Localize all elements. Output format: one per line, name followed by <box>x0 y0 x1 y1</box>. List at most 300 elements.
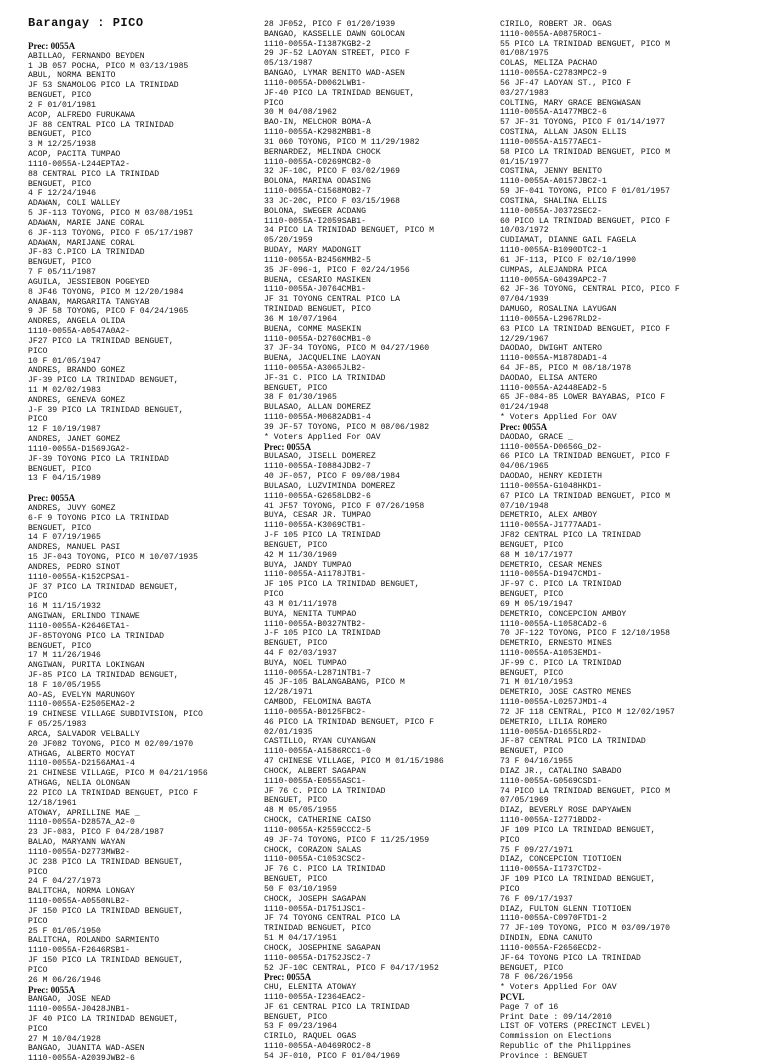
record-line: DIAZ, CONCEPCION TIOTIOEN <box>500 855 622 865</box>
record-line: 1110-0055A-C0269MCB2-0 <box>264 157 371 167</box>
record-line: AO-AS, EVELYN MARUNGOY <box>28 690 135 700</box>
record-line: DAODAO, HENRY KEDIETH <box>500 472 602 482</box>
record-line: 47 CHINESE VILLAGE, PICO M 01/15/1986 <box>264 757 444 767</box>
record-line: 66 PICO LA TRINIDAD BENGUET, PICO F <box>500 452 670 462</box>
record-line: 12/18/1961 <box>28 798 77 808</box>
record-line: ANDRES, JANET GOMEZ <box>28 435 121 445</box>
record-line: Province : BENGUET <box>500 1051 588 1061</box>
record-line: 1110-0055A-D2773MWB2- <box>28 847 130 857</box>
record-line: BUYA, JANDY TUMPAO <box>264 560 352 570</box>
record-line: ANDRES, JUVY GOMEZ <box>28 503 116 513</box>
record-line: BENGUET, PICO <box>28 91 92 101</box>
record-line: PICO <box>28 867 48 877</box>
record-line: 1110-0055A-A0469ROC2-8 <box>264 1042 371 1052</box>
record-line: 54 JF-010, PICO F 01/04/1969 <box>264 1051 400 1061</box>
record-line: Page 7 of 16 <box>500 1002 559 1012</box>
record-line: BANGAO, JOSE NEAD <box>28 995 111 1005</box>
record-line: 2 F 01/01/1981 <box>28 100 96 110</box>
record-line: 1110-0055A-L1058CAD2-6 <box>500 619 607 629</box>
record-line: CHOCK, CORAZON SALAS <box>264 845 362 855</box>
voter-column-1 <box>28 42 268 1064</box>
record-line: DIAZ JR., CATALINO SABADO <box>500 766 622 776</box>
record-line: COSTINA, ALLAN JASON ELLIS <box>500 128 627 138</box>
record-line: ANDRES, GENEVA GOMEZ <box>28 395 126 405</box>
record-line: 1110-0055A-I2059SAB1- <box>264 216 366 226</box>
record-line: BENGUET, PICO <box>264 1012 328 1022</box>
record-line: CIRILO, RAQUEL OGAS <box>264 1032 357 1042</box>
record-line: 1110-0055A-D1655LRD2- <box>500 727 602 737</box>
record-line: ADAWAN, MARIJANE CORAL <box>28 238 135 248</box>
record-line: 1110-0055A-A0875ROC1- <box>500 29 602 39</box>
record-line: 1110-0055A-A1477MBC2-6 <box>500 108 607 118</box>
record-line: JF 31 TOYONG CENTRAL PICO LA <box>264 295 400 305</box>
record-line: PICO <box>264 590 284 600</box>
record-line: 25 F 01/05/1950 <box>28 926 101 936</box>
record-line: 22 PICO LA TRINIDAD BENGUET, PICO F <box>28 788 198 798</box>
voter-column-3 <box>500 20 740 1062</box>
record-line: 58 PICO LA TRINIDAD BENGUET, PICO M <box>500 147 670 157</box>
record-line: * Voters Applied For OAV <box>264 432 381 442</box>
record-line: 26 M 06/26/1946 <box>28 975 101 985</box>
record-line: J-F 105 PICO LA TRINIDAD <box>264 629 381 639</box>
record-line: 1110-0055A-A2039JWB2-6 <box>28 1054 135 1064</box>
record-line: 1110-0055A-L0257JMD1-4 <box>500 698 607 708</box>
record-line: 1110-0055A-J0428JNB1- <box>28 1005 130 1015</box>
record-line: BERNARDEZ, MELINDA CHOCK <box>264 147 381 157</box>
record-line: 46 PICO LA TRINIDAD BENGUET, PICO F <box>264 717 434 727</box>
record-line: 67 PICO LA TRINIDAD BENGUET, PICO M <box>500 491 670 501</box>
record-line: 10/03/1972 <box>500 226 549 236</box>
record-line: JF 74 TOYONG CENTRAL PICO LA <box>264 914 400 924</box>
record-line: J-F 39 PICO LA TRINIDAD BENGUET, <box>28 405 184 415</box>
record-line: 1110-0055A-G2658LDB2-6 <box>264 491 371 501</box>
record-line: 1110-0055A-G1048HKD1- <box>500 481 602 491</box>
record-line: 27 M 10/04/1928 <box>28 1034 101 1044</box>
record-line: 1110-0055A-K2559CCC2-5 <box>264 825 371 835</box>
record-line: 1110-0055A-I1737CTD2- <box>500 865 602 875</box>
record-line: AGUILA, JESSIEBON POGEYED <box>28 277 150 287</box>
record-line: 32 JF-10C, PICO F 03/02/1969 <box>264 167 400 177</box>
record-line: 1110-0055A-A0550NLB2- <box>28 897 130 907</box>
record-line: 35 JF-096-1, PICO F 02/24/1956 <box>264 265 410 275</box>
record-line: BULASAO, LUZVIMINDA DOMEREZ <box>264 481 396 491</box>
record-line: 1110-0055A-A1577AEC1- <box>500 137 602 147</box>
record-line: 1110-0055A-A0547A0A2- <box>28 327 130 337</box>
record-line: BENGUET, PICO <box>500 747 564 757</box>
record-line: 9 JF 58 TOYONG, PICO F 04/24/1965 <box>28 307 189 317</box>
record-line: 04/06/1965 <box>500 462 549 472</box>
record-line: ANGIWAN, PURITA LOKINGAN <box>28 661 145 671</box>
record-line: COLTING, MARY GRACE BENGWASAN <box>500 98 641 108</box>
record-line: ADAWAN, COLI WALLEY <box>28 199 121 209</box>
record-line: ABUL, NORMA BENITO <box>28 71 116 81</box>
record-line: 6-F 9 TOYONG PICO LA TRINIDAD <box>28 513 169 523</box>
record-line: 56 JF-47 LAOYAN ST., PICO F <box>500 78 632 88</box>
record-line: ATHGAG, ALBERTO MOCYAT <box>28 749 135 759</box>
record-line: ANDRES, ANGELA OLIDA <box>28 317 126 327</box>
record-line: F 05/25/1983 <box>28 720 87 730</box>
record-line: DEMETRIO, LILIA ROMERO <box>500 717 607 727</box>
record-line: ACOP, PACITA TUMPAO <box>28 150 121 160</box>
record-line: COSTINA, SHALINA ELLIS <box>500 196 607 206</box>
record-line: BULASAO, ALLAN DOMEREZ <box>264 403 371 413</box>
record-line: 52 JF-10C CENTRAL, PICO F 04/17/1952 <box>264 963 439 973</box>
record-line: 1110-0055A-B1090DTC2-1 <box>500 246 607 256</box>
record-line: 39 JF-57 TOYONG, PICO M 08/06/1982 <box>264 422 430 432</box>
record-line: ATHGAG, NELIA OLONGAN <box>28 779 130 789</box>
record-line: ANDRES, PEDRO SINOT <box>28 562 121 572</box>
record-line: 05/13/1987 <box>264 59 313 69</box>
record-line: 65 JF-084-85 LOWER BAYABAS, PICO F <box>500 393 666 403</box>
record-line: JF 88 CENTRAL PICO LA TRINIDAD <box>28 120 174 130</box>
record-line: JF 109 PICO LA TRINIDAD BENGUET, <box>500 825 656 835</box>
record-line: 1110-0055A-C1568MOB2-7 <box>264 187 371 197</box>
record-line: BUENA, CESARIO MASIKEN <box>264 275 371 285</box>
record-line: CUMPAS, ALEJANDRA PICA <box>500 265 607 275</box>
record-line: DAODAO, ELISA ANTERO <box>500 373 598 383</box>
record-line: Prec: 0055A <box>28 493 76 504</box>
record-line: 12/29/1967 <box>500 334 549 344</box>
record-line: BENGUET, PICO <box>28 130 92 140</box>
record-line: 18 F 10/05/1955 <box>28 680 101 690</box>
record-line: JF-39 PICO LA TRINIDAD BENGUET, <box>28 376 179 386</box>
record-line: 07/05/1969 <box>500 796 549 806</box>
record-line: CAMBOD, FELOMINA BAGTA <box>264 698 371 708</box>
record-line: BUYA, NOEL TUMPAO <box>264 658 347 668</box>
record-line: 33 JC-20C, PICO F 03/15/1968 <box>264 196 400 206</box>
record-line: 1110-0055A-I1387KGB2-2 <box>264 39 371 49</box>
record-line: JF-85 PICO LA TRINIDAD BENGUET, <box>28 671 179 680</box>
record-line: 8 JF46 TOYONG, PICO M 12/20/1984 <box>28 287 184 297</box>
record-line: 1110-0055A-D1751JSC1- <box>264 904 366 914</box>
record-line: BENGUET, PICO <box>28 523 92 533</box>
record-line: 03/27/1983 <box>500 88 549 98</box>
record-line: BENGUET, PICO <box>28 641 92 651</box>
record-line: PICO <box>500 835 520 845</box>
record-line: 1110-0055A-I0884JDB2-7 <box>264 462 371 472</box>
record-line: 34 PICO LA TRINIDAD BENGUET, PICO M <box>264 226 434 236</box>
record-line: 60 PICO LA TRINIDAD BENGUET, PICO F <box>500 216 670 226</box>
record-line: JF-83 C.PICO LA TRINIDAD <box>28 248 145 258</box>
record-line: CHOCK, ALBERT SAGAPAN <box>264 766 366 776</box>
record-line: 02/01/1935 <box>264 727 313 737</box>
record-line: BANGAO, KASSELLE DAWN GOLOCAN <box>264 29 405 39</box>
record-line: 3 M 12/25/1938 <box>28 140 96 150</box>
record-line: 15 JF-043 TOYONG, PICO M 10/07/1935 <box>28 553 198 563</box>
record-line: 36 M 10/07/1964 <box>264 314 337 324</box>
record-line: CHU, ELENITA ATOWAY <box>264 983 357 993</box>
record-line: 59 JF-041 TOYONG, PICO F 01/01/1957 <box>500 187 670 197</box>
record-line: 1110-0055A-K152CPSA1- <box>28 572 130 582</box>
record-line: BUENA, COMME MASEKIN <box>264 324 362 334</box>
record-line: 38 F 01/30/1965 <box>264 393 337 403</box>
record-line: DEMETRIO, ERNESTO MINES <box>500 639 612 649</box>
record-line: 1110-0055A-J0372SEC2- <box>500 206 602 216</box>
record-line: 21 CHINESE VILLAGE, PICO M 04/21/1956 <box>28 769 208 779</box>
record-line: 24 F 04/27/1973 <box>28 877 101 887</box>
record-line: CHOCK, JOSEPHINE SAGAPAN <box>264 943 381 953</box>
record-line: DINDIN, EDNA CANUTO <box>500 934 593 944</box>
record-line: 1110-0055A-D1752JSC2-7 <box>264 953 371 963</box>
record-line: BANGAO, JUANITA WAD-ASEN <box>28 1044 145 1054</box>
record-line: 1110-0055A-D0656G_D2- <box>500 442 602 452</box>
record-line: CUDIAMAT, DIANNE GAIL FAGELA <box>500 236 636 246</box>
record-line: JF-39 TOYONG PICO LA TRINIDAD <box>28 454 169 464</box>
record-line: 23 JF-083, PICO F 04/28/1987 <box>28 828 164 838</box>
record-line: DEMETRIO, CONCEPCION AMBOY <box>500 609 627 619</box>
record-line: BENGUET, PICO <box>264 639 328 649</box>
record-line: JF 76 C. PICO LA TRINIDAD <box>264 865 386 875</box>
record-line: 1110-0055A-D2857A_A2-0 <box>28 818 135 828</box>
record-line: JF-64 TOYONG PICO LA TRINIDAD <box>500 953 641 963</box>
record-line: 12/28/1971 <box>264 688 313 698</box>
record-line: 17 M 11/26/1946 <box>28 651 101 661</box>
record-line: 28 JF052, PICO F 01/20/1939 <box>264 20 396 29</box>
record-line: BUYA, NENITA TUMPAO <box>264 609 357 619</box>
record-line: 37 JF-34 TOYONG, PICO M 04/27/1960 <box>264 344 430 354</box>
record-line: 1110-0055A-K2646ETA1- <box>28 621 130 631</box>
record-line: 44 F 02/03/1937 <box>264 649 337 658</box>
record-line: CIRILO, ROBERT JR. OGAS <box>500 20 612 29</box>
record-line: PICO <box>500 884 520 894</box>
record-line: 5 JF-113 TOYONG, PICO M 03/08/1951 <box>28 209 194 219</box>
record-line: 1110-0055A-D2156AMA1-4 <box>28 759 135 769</box>
record-line: BENGUET, PICO <box>500 963 564 973</box>
record-line: JF27 PICO LA TRINIDAD BENGUET, <box>28 336 174 346</box>
record-line: 1110-0055A-L244EPTA2- <box>28 159 130 169</box>
record-line: 1110-0055A-B0327NTB2- <box>264 619 366 629</box>
record-line: BENGUET, PICO <box>28 179 92 189</box>
record-line: ADAWAN, MARIE JANE CORAL <box>28 218 145 228</box>
record-line: DEMETRIO, ALEX AMBOY <box>500 511 598 521</box>
record-line: 1110-0055A-M1878DAD1-4 <box>500 354 607 364</box>
record-line: ARCA, SALVADOR VELBALLY <box>28 729 140 739</box>
record-line: BUDAY, MARY MADONGIT <box>264 246 362 256</box>
record-line: 1110-0055A-E2505EMA2-2 <box>28 700 135 710</box>
record-line: BALITCHA, NORMA LONGAY <box>28 887 135 897</box>
record-line: Commission on Elections <box>500 1032 612 1042</box>
record-line: CHOCK, JOSEPH SAGAPAN <box>264 894 366 904</box>
record-line: JF-97 C. PICO LA TRINIDAD <box>500 580 622 590</box>
record-line: 1110-0055A-A1178JTB1- <box>264 570 366 580</box>
record-line: JF-85TOYONG PICO LA TRINIDAD <box>28 631 164 641</box>
record-line: 78 F 06/26/1956 <box>500 973 573 983</box>
record-line: JF 61 CENTRAL PICO LA TRINIDAD <box>264 1002 410 1012</box>
record-line: 43 M 01/11/1978 <box>264 599 337 609</box>
record-line: 41 JF57 TOYONG, PICO F 07/26/1958 <box>264 501 425 511</box>
record-line: ANDRES, BRANDO GOMEZ <box>28 366 126 376</box>
record-line: BALITCHA, ROLANDO SARMIENTO <box>28 936 160 946</box>
record-line: 63 PICO LA TRINIDAD BENGUET, PICO F <box>500 324 670 334</box>
record-line: 1110-0055A-A1053EMD1- <box>500 649 602 658</box>
record-line: BUENA, JACQUELINE LAOYAN <box>264 354 381 364</box>
record-line: PICO <box>28 592 48 602</box>
record-line: 07/04/1939 <box>500 295 549 305</box>
record-line: 1110-0055A-B2456MMB2-5 <box>264 255 371 265</box>
record-line: 53 F 09/23/1964 <box>264 1022 337 1032</box>
record-line: 1110-0055A-G0439APC2-7 <box>500 275 607 285</box>
record-line: 1110-0055A-A2448EAD2-5 <box>500 383 607 393</box>
record-line: 48 M 05/05/1955 <box>264 806 337 816</box>
record-line: Prec: 0055A <box>28 984 76 995</box>
record-line: CHOCK, CATHERINE CAISO <box>264 816 371 826</box>
record-line: 12 F 10/19/1987 <box>28 425 101 435</box>
record-line: CASTILLO, RYAN CUYANGAN <box>264 737 376 747</box>
record-line: PICO <box>264 98 284 108</box>
record-line: 76 F 09/17/1937 <box>500 894 573 904</box>
record-line: 1110-0055A-D2760CMB1-0 <box>264 334 371 344</box>
record-line: BALAO, MARYANN WAYAN <box>28 838 126 848</box>
record-line: 6 JF-113 TOYONG, PICO F 05/17/1987 <box>28 228 194 238</box>
record-line: BAO-IN, MELCHOR BOMA-A <box>264 118 371 128</box>
record-line: DIAZ, BEVERLY ROSE DAPYAWEN <box>500 806 632 816</box>
record-line: 1110-0055A-B0125FBC2- <box>264 707 366 717</box>
record-line: Prec: 0055A <box>500 421 548 432</box>
record-line: 14 F 07/19/1965 <box>28 533 101 543</box>
record-line: 1110-0055A-L2871NTB1-7 <box>264 668 371 678</box>
record-line: 73 F 04/16/1955 <box>500 757 573 767</box>
record-line: Prec: 0055A <box>28 42 76 51</box>
record-line: 1110-0055A-I2364EAC2- <box>264 992 366 1002</box>
record-line: TRINIDAD BENGUET, PICO <box>264 305 371 315</box>
record-line: JF-40 PICO LA TRINIDAD BENGUET, <box>264 88 415 98</box>
record-line: ANGIWAN, ERLINDO TINAWE <box>28 612 140 622</box>
record-line: 01/15/1977 <box>500 157 549 167</box>
record-line: 11 M 02/02/1983 <box>28 385 101 395</box>
record-line: 72 JF 118 CENTRAL, PICO M 12/02/1957 <box>500 707 675 717</box>
record-line: DAODAO, GRACE _ <box>500 432 573 442</box>
record-line: JF 109 PICO LA TRINIDAD BENGUET, <box>500 875 656 885</box>
record-line: 1110-0055A-C1053CSC2- <box>264 855 366 865</box>
record-line: 64 JF-85, PICO M 08/18/1978 <box>500 363 632 373</box>
record-line: DAODAO, DWIGHT ANTERO <box>500 344 602 354</box>
record-line: ACOP, ALFREDO FURUKAWA <box>28 110 135 120</box>
record-line: JF 150 PICO LA TRINIDAD BENGUET, <box>28 956 184 966</box>
record-line: BENGUET, PICO <box>264 540 328 550</box>
record-line: 1110-0055A-G0569CSD1- <box>500 776 602 786</box>
record-line: COSTINA, JENNY BENITO <box>500 167 602 177</box>
record-line: 40 JF-057, PICO F 09/08/1984 <box>264 472 400 482</box>
record-line: JF-99 C. PICO LA TRINIDAD <box>500 658 622 668</box>
record-line: JC 238 PICO LA TRINIDAD BENGUET, <box>28 857 184 867</box>
record-line: 1110-0055A-D1569JGA2- <box>28 444 130 454</box>
record-line: 7 F 05/11/1987 <box>28 268 96 278</box>
record-line: BENGUET, PICO <box>28 464 92 474</box>
record-line: JF-31 C. PICO LA TRINIDAD <box>264 373 386 383</box>
record-line: 77 JF-109 TOYONG, PICO M 03/09/1970 <box>500 924 670 934</box>
record-line: LIST OF VOTERS (PRECINCT LEVEL) <box>500 1022 651 1032</box>
record-line: BOLONA, SWEGER ACDANG <box>264 206 366 216</box>
record-line: 1110-0055A-A0157JBC2-1 <box>500 177 607 187</box>
record-line: 1110-0055A-C2783MPC2-9 <box>500 69 607 79</box>
record-line: 1110-0055A-K2982MBB1-8 <box>264 128 371 138</box>
record-line: PICO <box>28 346 48 356</box>
record-line: BENGUET, PICO <box>500 540 564 550</box>
record-line: 10 F 01/05/1947 <box>28 356 101 366</box>
record-line: 31 060 TOYONG, PICO M 11/29/1982 <box>264 137 420 147</box>
record-line: 4 F 12/24/1946 <box>28 189 96 199</box>
record-line: 1110-0055A-D1947CMD1- <box>500 570 602 580</box>
record-line: BOLONA, MARINA ODASING <box>264 177 371 187</box>
record-line: 01/24/1948 <box>500 403 549 413</box>
record-line: JF 40 PICO LA TRINIDAD BENGUET, <box>28 1014 179 1024</box>
record-line: COLAS, MELIZA PACHAO <box>500 59 598 69</box>
record-line: JF82 CENTRAL PICO LA TRINIDAD <box>500 531 641 541</box>
record-line: JF 76 C. PICO LA TRINIDAD <box>264 786 386 796</box>
record-line: BENGUET, PICO <box>28 258 92 268</box>
record-line: 88 CENTRAL PICO LA TRINIDAD <box>28 169 160 179</box>
record-line: BENGUET, PICO <box>264 383 328 393</box>
record-line: 01/08/1975 <box>500 49 549 59</box>
record-line: ATOWAY, APRILLINE MAE _ <box>28 808 140 818</box>
record-line: TRINIDAD BENGUET, PICO <box>264 924 371 934</box>
record-line: 61 JF-113, PICO F 02/10/1990 <box>500 255 636 265</box>
record-line: 1110-0055A-J0764CMB1- <box>264 285 366 295</box>
record-line: * Voters Applied For OAV <box>500 983 617 993</box>
record-line: ANDRES, MANUEL PASI <box>28 543 121 553</box>
record-line: 16 M 11/15/1932 <box>28 602 101 612</box>
record-line: J-F 105 PICO LA TRINIDAD <box>264 531 381 541</box>
record-line: 71 M 01/10/1953 <box>500 678 573 688</box>
record-line: BENGUET, PICO <box>500 668 564 678</box>
record-line: 62 JF-36 TOYONG, CENTRAL PICO, PICO F <box>500 285 680 295</box>
record-line: 29 JF-52 LAOYAN STREET, PICO F <box>264 49 410 59</box>
record-line: Prec: 0055A <box>264 972 312 983</box>
record-line: 45 JF-105 BALANGABANG, PICO M <box>264 678 405 688</box>
record-line: 05/20/1959 <box>264 236 313 246</box>
record-line: 1110-0055A-M0682ADB1-4 <box>264 413 371 423</box>
record-line: Republic of the Philippines <box>500 1042 632 1052</box>
record-line: JF 53 SNAMOLOG PICO LA TRINIDAD <box>28 81 179 91</box>
record-line: 69 M 05/19/1947 <box>500 599 573 609</box>
record-line: 1110-0055A-A1586RCC1-0 <box>264 747 371 757</box>
record-line: 1110-0055A-F2646RSB1- <box>28 946 130 956</box>
record-line: PCVL <box>500 991 525 1002</box>
record-line: 1110-0055A-K3069CTB1- <box>264 521 366 531</box>
record-line: 1 JB 057 POCHA, PICO M 03/13/1985 <box>28 61 189 71</box>
record-line: DAMUGO, ROSALINA LAYUGAN <box>500 305 617 315</box>
record-line: PICO <box>28 916 48 926</box>
record-line: BENGUET, PICO <box>264 796 328 806</box>
record-line: 1110-0055A-F2656ECD2- <box>500 943 602 953</box>
record-line: 30 M 04/08/1962 <box>264 108 337 118</box>
record-line: * Voters Applied For OAV <box>500 413 617 423</box>
record-line: PICO <box>28 415 48 425</box>
record-line: Print Date : 09/14/2010 <box>500 1012 612 1022</box>
record-line: DEMETRIO, CESAR MENES <box>500 560 602 570</box>
record-line: ANABAN, MARGARITA TANGYAB <box>28 297 150 307</box>
record-line: 19 CHINESE VILLAGE SUBDIVISION, PICO <box>28 710 203 720</box>
record-line: 68 M 10/17/1977 <box>500 550 573 560</box>
record-line: 51 M 04/17/1951 <box>264 934 337 944</box>
record-line: JF 150 PICO LA TRINIDAD BENGUET, <box>28 906 184 916</box>
record-line: 1110-0055A-J1777AAD1- <box>500 521 602 531</box>
record-line: 49 JF-74 TOYONG, PICO F 11/25/1959 <box>264 835 430 845</box>
voter-column-2 <box>264 20 504 1062</box>
record-line: 20 JF082 TOYONG, PICO M 02/09/1970 <box>28 739 194 749</box>
record-line: JF 105 PICO LA TRINIDAD BENGUET, <box>264 580 420 590</box>
record-line: 75 F 09/27/1971 <box>500 845 573 855</box>
record-line: BUYA, CESAR JR. TUMPAO <box>264 511 371 521</box>
record-line: ABILLAO, FERNANDO BEYDEN <box>28 51 145 61</box>
record-line: BANGAO, LYMAR BENITO WAD-ASEN <box>264 69 405 79</box>
record-line: 1110-0055A-I2771BDD2- <box>500 816 602 826</box>
record-line: 70 JF-122 TOYONG, PICO F 12/10/1958 <box>500 629 670 639</box>
record-line: 1110-0055A-A3065JLB2- <box>264 363 366 373</box>
record-line: BENGUET, PICO <box>500 590 564 600</box>
record-line: JF-87 CENTRAL PICO LA TRINIDAD <box>500 737 646 747</box>
record-line: PICO <box>28 965 48 975</box>
